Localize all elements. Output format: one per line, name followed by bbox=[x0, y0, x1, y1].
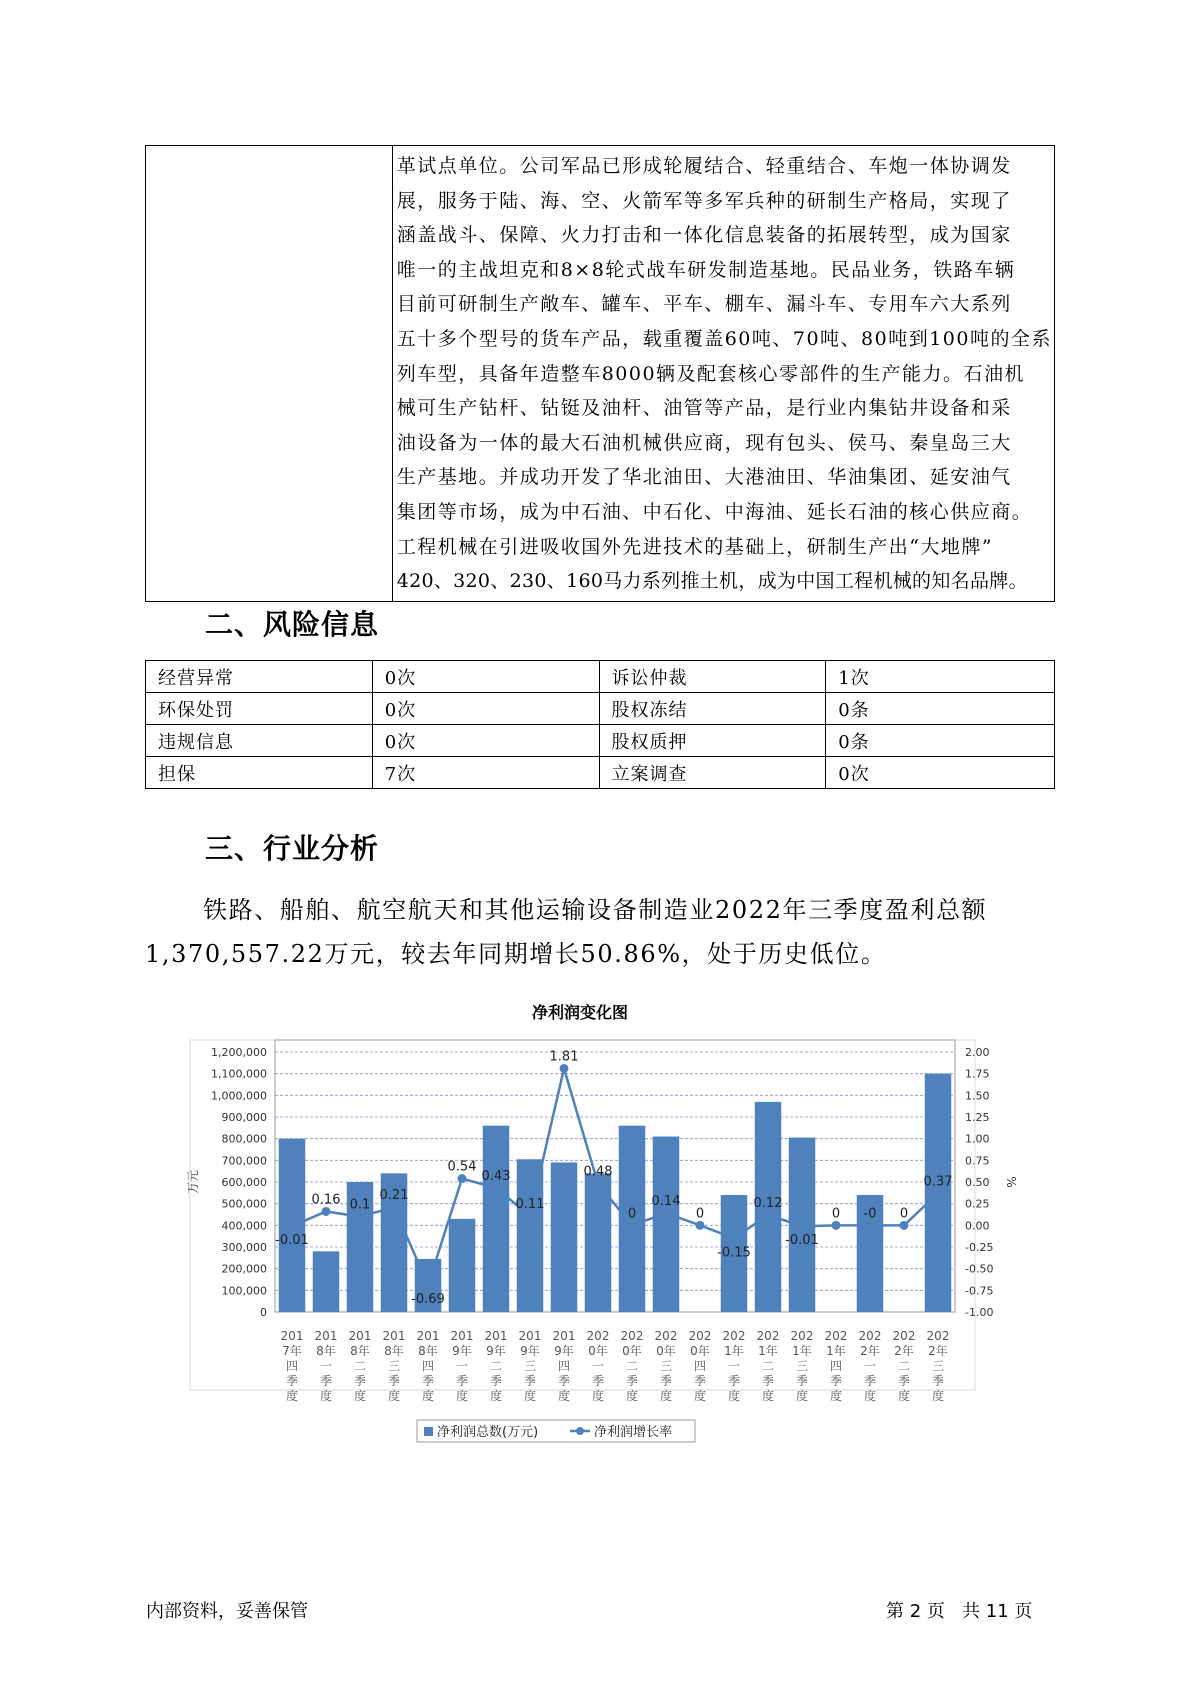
x-tick-label: 度 bbox=[693, 1389, 707, 1403]
risk-value: 0次 bbox=[372, 725, 599, 757]
risk-value: 7次 bbox=[372, 757, 599, 789]
risk-info-table bbox=[145, 660, 1055, 789]
y-tick-label: 700,000 bbox=[221, 1154, 267, 1168]
x-tick-label: 季 bbox=[693, 1374, 707, 1388]
x-tick-label: 度 bbox=[931, 1389, 945, 1403]
x-tick-label: 2年 bbox=[860, 1344, 880, 1358]
x-tick-label: 201 bbox=[314, 1329, 338, 1343]
x-tick-label: 202 bbox=[858, 1329, 882, 1343]
y-tick-label: 1,200,000 bbox=[211, 1046, 267, 1059]
x-tick-label: 度 bbox=[557, 1389, 571, 1403]
risk-label: 诉讼仲裁 bbox=[599, 661, 826, 693]
footer-note: 内部资料，妥善保管 bbox=[146, 1601, 308, 1622]
table-row bbox=[146, 693, 1055, 725]
x-tick-label: 二 bbox=[489, 1359, 503, 1373]
growth-point bbox=[798, 1222, 807, 1231]
growth-point bbox=[594, 1179, 603, 1188]
y2-tick-label: 0.00 bbox=[965, 1219, 990, 1233]
x-tick-label: 季 bbox=[863, 1374, 877, 1388]
growth-data-label: 0.14 bbox=[651, 1194, 681, 1210]
x-tick-label: 度 bbox=[897, 1389, 911, 1403]
x-tick-label: 1年 bbox=[826, 1344, 846, 1358]
y-tick-label: 100,000 bbox=[221, 1284, 267, 1298]
x-tick-label: 201 bbox=[450, 1329, 474, 1343]
risk-label: 股权冻结 bbox=[599, 693, 826, 725]
intro-line: 列车型，具备年造整车8000辆及配套核心零部件的生产能力。石油机 bbox=[396, 362, 1026, 385]
x-tick-label: 201 bbox=[484, 1329, 508, 1343]
y2-tick-label: 1.50 bbox=[965, 1089, 990, 1103]
growth-data-label: -0 bbox=[863, 1206, 877, 1222]
x-tick-label: 二 bbox=[761, 1359, 775, 1373]
legend-line-marker bbox=[576, 1427, 584, 1435]
intro-line: 五十多个型号的货车产品，载重覆盖60吨、70吨、80吨到100吨的全系 bbox=[396, 327, 1052, 350]
growth-point bbox=[322, 1207, 331, 1216]
y-tick-label: 1,000,000 bbox=[211, 1089, 267, 1103]
chart-bar bbox=[653, 1137, 680, 1313]
growth-point bbox=[696, 1221, 705, 1230]
net-profit-chart bbox=[180, 1000, 1018, 1470]
x-tick-label: 202 bbox=[756, 1329, 780, 1343]
x-tick-label: 四 bbox=[829, 1359, 843, 1373]
x-tick-label: 季 bbox=[795, 1374, 809, 1388]
y-tick-label: 300,000 bbox=[221, 1241, 267, 1254]
growth-point bbox=[492, 1184, 501, 1193]
x-tick-label: 三 bbox=[659, 1359, 673, 1373]
intro-line: 420、320、230、160马力系列推土机，成为中国工程机械的知名品牌。 bbox=[396, 570, 1028, 593]
intro-line: 唯一的主战坦克和8×8轮式战车研发制造基地。民品业务，铁路车辆 bbox=[396, 258, 1016, 281]
x-tick-label: 9年 bbox=[554, 1344, 574, 1358]
growth-data-label: -0.69 bbox=[411, 1292, 445, 1308]
x-tick-label: 度 bbox=[387, 1389, 401, 1403]
growth-point bbox=[526, 1211, 535, 1220]
growth-data-label: 0 bbox=[831, 1206, 841, 1222]
x-tick-label: 8年 bbox=[350, 1344, 370, 1358]
x-tick-label: 2年 bbox=[894, 1344, 914, 1358]
growth-point bbox=[560, 1064, 569, 1073]
y-tick-label: 600,000 bbox=[221, 1176, 267, 1189]
growth-point bbox=[730, 1234, 739, 1243]
x-tick-label: 四 bbox=[557, 1359, 571, 1373]
growth-point bbox=[288, 1222, 297, 1231]
intro-text-cell bbox=[392, 146, 1054, 602]
y-tick-label: 500,000 bbox=[221, 1197, 267, 1211]
growth-point bbox=[764, 1210, 773, 1219]
y2-tick-label: 1.00 bbox=[965, 1132, 990, 1146]
intro-line: 油设备为一体的最大石油机械供应商，现有包头、侯马、秦皇岛三大 bbox=[396, 431, 1012, 454]
x-tick-label: 三 bbox=[931, 1359, 945, 1373]
y-tick-label: 1,100,000 bbox=[211, 1067, 267, 1081]
x-tick-label: 季 bbox=[591, 1374, 605, 1388]
x-tick-label: 1年 bbox=[758, 1344, 778, 1358]
x-tick-label: 季 bbox=[557, 1374, 571, 1388]
risk-value: 0条 bbox=[826, 693, 1055, 725]
x-tick-label: 三 bbox=[523, 1359, 537, 1373]
risk-label: 违规信息 bbox=[146, 725, 373, 757]
growth-point bbox=[390, 1203, 399, 1212]
x-tick-label: 季 bbox=[659, 1374, 673, 1388]
growth-data-label: 0.16 bbox=[311, 1192, 341, 1208]
x-tick-label: 202 bbox=[790, 1329, 814, 1343]
growth-data-label: 0 bbox=[695, 1206, 705, 1222]
y2-axis-label: % bbox=[1004, 1176, 1018, 1188]
x-tick-label: 季 bbox=[625, 1374, 639, 1388]
x-tick-label: 度 bbox=[285, 1389, 299, 1403]
x-tick-label: 二 bbox=[625, 1359, 639, 1373]
x-tick-label: 1年 bbox=[724, 1344, 744, 1358]
company-intro-table bbox=[145, 145, 1055, 602]
x-tick-label: 202 bbox=[586, 1329, 610, 1343]
intro-line: 目前可研制生产敞车、罐车、平车、棚车、漏斗车、专用车六大系列 bbox=[396, 293, 1012, 316]
x-tick-label: 0年 bbox=[690, 1344, 710, 1358]
y-tick-label: 800,000 bbox=[221, 1132, 267, 1146]
x-tick-label: 202 bbox=[824, 1329, 848, 1343]
table-row bbox=[146, 725, 1055, 757]
x-tick-label: 季 bbox=[285, 1374, 299, 1388]
chart-bar bbox=[517, 1159, 544, 1312]
y2-tick-label: -0.25 bbox=[965, 1241, 994, 1254]
growth-data-label: 0.1 bbox=[349, 1197, 371, 1213]
risk-value: 0条 bbox=[826, 725, 1055, 757]
x-tick-label: 202 bbox=[654, 1329, 678, 1343]
x-tick-label: 9年 bbox=[486, 1344, 506, 1358]
x-tick-label: 度 bbox=[489, 1389, 503, 1403]
growth-point bbox=[458, 1174, 467, 1183]
growth-point bbox=[934, 1189, 943, 1198]
growth-point bbox=[662, 1209, 671, 1218]
chart-bar bbox=[551, 1163, 578, 1313]
y-tick-label: 400,000 bbox=[221, 1219, 267, 1233]
y2-tick-label: 0.25 bbox=[965, 1197, 990, 1211]
x-tick-label: 季 bbox=[319, 1374, 333, 1388]
risk-value: 0次 bbox=[372, 693, 599, 725]
risk-label: 环保处罚 bbox=[146, 693, 373, 725]
x-tick-label: 季 bbox=[353, 1374, 367, 1388]
growth-data-label: 0.48 bbox=[583, 1164, 613, 1180]
growth-data-label: 0 bbox=[899, 1206, 909, 1222]
x-tick-label: 202 bbox=[926, 1329, 950, 1343]
table-row bbox=[146, 757, 1055, 789]
intro-line: 工程机械在引进吸收国外先进技术的基础上，研制生产出“大地牌” bbox=[396, 535, 994, 558]
x-tick-label: 度 bbox=[353, 1389, 367, 1403]
growth-data-label: 0 bbox=[627, 1206, 637, 1222]
x-tick-label: 一 bbox=[319, 1359, 333, 1373]
growth-data-label: -0.15 bbox=[717, 1245, 751, 1261]
growth-data-label: 0.21 bbox=[379, 1188, 409, 1204]
x-tick-label: 0年 bbox=[656, 1344, 676, 1358]
chart-bar bbox=[313, 1251, 340, 1312]
growth-point bbox=[424, 1281, 433, 1290]
x-tick-label: 202 bbox=[892, 1329, 916, 1343]
x-tick-label: 度 bbox=[727, 1389, 741, 1403]
section-heading-industry: 三、行业分析 bbox=[205, 832, 380, 865]
x-tick-label: 四 bbox=[421, 1359, 435, 1373]
intro-line: 生产基地。并成功开发了华北油田、大港油田、华油集团、延安油气 bbox=[396, 466, 1012, 489]
x-tick-label: 度 bbox=[863, 1389, 877, 1403]
x-tick-label: 一 bbox=[455, 1359, 469, 1373]
y2-tick-label: -0.75 bbox=[965, 1284, 994, 1298]
y2-tick-label: 2.00 bbox=[965, 1046, 990, 1059]
paragraph-line: 铁路、船舶、航空航天和其他运输设备制造业2022年三季度盈利总额 bbox=[203, 896, 988, 924]
legend-line-label: 净利润增长率 bbox=[594, 1425, 673, 1440]
growth-point bbox=[356, 1212, 365, 1221]
risk-value: 0次 bbox=[372, 661, 599, 693]
y-tick-label: 900,000 bbox=[221, 1111, 267, 1124]
growth-data-label: 0.54 bbox=[447, 1159, 477, 1175]
growth-point bbox=[900, 1221, 909, 1230]
x-tick-label: 三 bbox=[387, 1359, 401, 1373]
growth-data-label: 1.81 bbox=[549, 1049, 579, 1065]
risk-label: 担保 bbox=[146, 757, 373, 789]
x-tick-label: 202 bbox=[688, 1329, 712, 1343]
risk-label: 经营异常 bbox=[146, 661, 373, 693]
x-tick-label: 季 bbox=[489, 1374, 503, 1388]
x-tick-label: 7年 bbox=[282, 1344, 302, 1358]
x-tick-label: 度 bbox=[455, 1389, 469, 1403]
y-axis-label: 万元 bbox=[186, 1169, 200, 1195]
growth-data-label: 0.37 bbox=[923, 1174, 953, 1190]
x-tick-label: 季 bbox=[931, 1374, 945, 1388]
y2-tick-label: -0.50 bbox=[965, 1262, 994, 1276]
x-tick-label: 201 bbox=[518, 1329, 542, 1343]
x-tick-label: 202 bbox=[620, 1329, 644, 1343]
y-tick-label: 0 bbox=[260, 1306, 267, 1319]
x-tick-label: 二 bbox=[353, 1359, 367, 1373]
table-row bbox=[146, 661, 1055, 693]
x-tick-label: 8年 bbox=[418, 1344, 438, 1358]
footer-page-number: 第 2 页 共 11 页 bbox=[886, 1601, 1033, 1622]
x-tick-label: 201 bbox=[552, 1329, 576, 1343]
x-tick-label: 201 bbox=[348, 1329, 372, 1343]
x-tick-label: 季 bbox=[897, 1374, 911, 1388]
growth-data-label: -0.01 bbox=[275, 1233, 309, 1249]
x-tick-label: 201 bbox=[280, 1329, 304, 1343]
x-tick-label: 一 bbox=[863, 1359, 877, 1373]
chart-svg bbox=[180, 1000, 1018, 1470]
x-tick-label: 季 bbox=[829, 1374, 843, 1388]
risk-label: 立案调查 bbox=[599, 757, 826, 789]
x-tick-label: 一 bbox=[591, 1359, 605, 1373]
x-tick-label: 度 bbox=[795, 1389, 809, 1403]
growth-data-label: -0.01 bbox=[785, 1233, 819, 1249]
risk-value: 0次 bbox=[826, 757, 1055, 789]
x-tick-label: 季 bbox=[421, 1374, 435, 1388]
growth-data-label: 0.12 bbox=[753, 1195, 783, 1211]
risk-value: 1次 bbox=[826, 661, 1055, 693]
x-tick-label: 二 bbox=[897, 1359, 911, 1373]
legend-bar-swatch bbox=[424, 1427, 433, 1436]
y2-tick-label: 0.75 bbox=[965, 1154, 990, 1168]
x-tick-label: 8年 bbox=[384, 1344, 404, 1358]
x-tick-label: 度 bbox=[319, 1389, 333, 1403]
paragraph-line: 1,370,557.22万元，较去年同期增长50.86%，处于历史低位。 bbox=[145, 940, 887, 968]
growth-data-label: 0.11 bbox=[515, 1196, 545, 1212]
risk-label: 股权质押 bbox=[599, 725, 826, 757]
x-tick-label: 四 bbox=[693, 1359, 707, 1373]
x-tick-label: 度 bbox=[421, 1389, 435, 1403]
chart-title: 净利润变化图 bbox=[531, 1003, 628, 1022]
x-tick-label: 1年 bbox=[792, 1344, 812, 1358]
x-tick-label: 季 bbox=[761, 1374, 775, 1388]
x-tick-label: 0年 bbox=[622, 1344, 642, 1358]
intro-label-cell bbox=[146, 146, 393, 602]
growth-data-label: 0.43 bbox=[481, 1169, 511, 1185]
x-tick-label: 度 bbox=[761, 1389, 775, 1403]
plot-area bbox=[275, 1040, 955, 1312]
x-tick-label: 度 bbox=[523, 1389, 537, 1403]
x-tick-label: 0年 bbox=[588, 1344, 608, 1358]
x-tick-label: 2年 bbox=[928, 1344, 948, 1358]
x-tick-label: 度 bbox=[829, 1389, 843, 1403]
y2-tick-label: -1.00 bbox=[965, 1306, 994, 1319]
section-heading-risk: 二、风险信息 bbox=[205, 608, 380, 641]
x-tick-label: 202 bbox=[722, 1329, 746, 1343]
x-tick-label: 季 bbox=[455, 1374, 469, 1388]
y2-tick-label: 0.50 bbox=[965, 1176, 990, 1189]
growth-point bbox=[832, 1221, 841, 1230]
x-tick-label: 201 bbox=[416, 1329, 440, 1343]
y2-tick-label: 1.25 bbox=[965, 1111, 990, 1124]
intro-line: 革试点单位。公司军品已形成轮履结合、轻重结合、车炮一体协调发 bbox=[396, 155, 1012, 177]
chart-bar bbox=[483, 1126, 510, 1312]
x-tick-label: 8年 bbox=[316, 1344, 336, 1358]
x-tick-label: 9年 bbox=[452, 1344, 472, 1358]
y-tick-label: 200,000 bbox=[221, 1262, 267, 1276]
x-tick-label: 一 bbox=[727, 1359, 741, 1373]
x-tick-label: 季 bbox=[387, 1374, 401, 1388]
x-tick-label: 季 bbox=[727, 1374, 741, 1388]
growth-point bbox=[628, 1221, 637, 1230]
chart-bar bbox=[449, 1219, 476, 1312]
x-tick-label: 度 bbox=[625, 1389, 639, 1403]
x-tick-label: 季 bbox=[523, 1374, 537, 1388]
x-tick-label: 9年 bbox=[520, 1344, 540, 1358]
x-tick-label: 度 bbox=[659, 1389, 673, 1403]
x-tick-label: 三 bbox=[795, 1359, 809, 1373]
intro-line: 械可生产钻杆、钻铤及油杆、油管等产品，是行业内集钻井设备和采 bbox=[396, 397, 1012, 420]
intro-line: 涵盖战斗、保障、火力打击和一体化信息装备的拓展转型，成为国家 bbox=[396, 224, 1012, 247]
intro-line: 展，服务于陆、海、空、火箭军等多军兵种的研制生产格局，实现了 bbox=[396, 189, 1012, 212]
x-tick-label: 201 bbox=[382, 1329, 406, 1343]
y2-tick-label: 1.75 bbox=[965, 1067, 990, 1081]
growth-point bbox=[866, 1221, 875, 1230]
x-tick-label: 四 bbox=[285, 1359, 299, 1373]
intro-line: 集团等市场，成为中石油、中石化、中海油、延长石油的核心供应商。 bbox=[396, 500, 1033, 523]
x-tick-label: 度 bbox=[591, 1389, 605, 1403]
legend-bar-label: 净利润总数(万元) bbox=[437, 1425, 539, 1440]
